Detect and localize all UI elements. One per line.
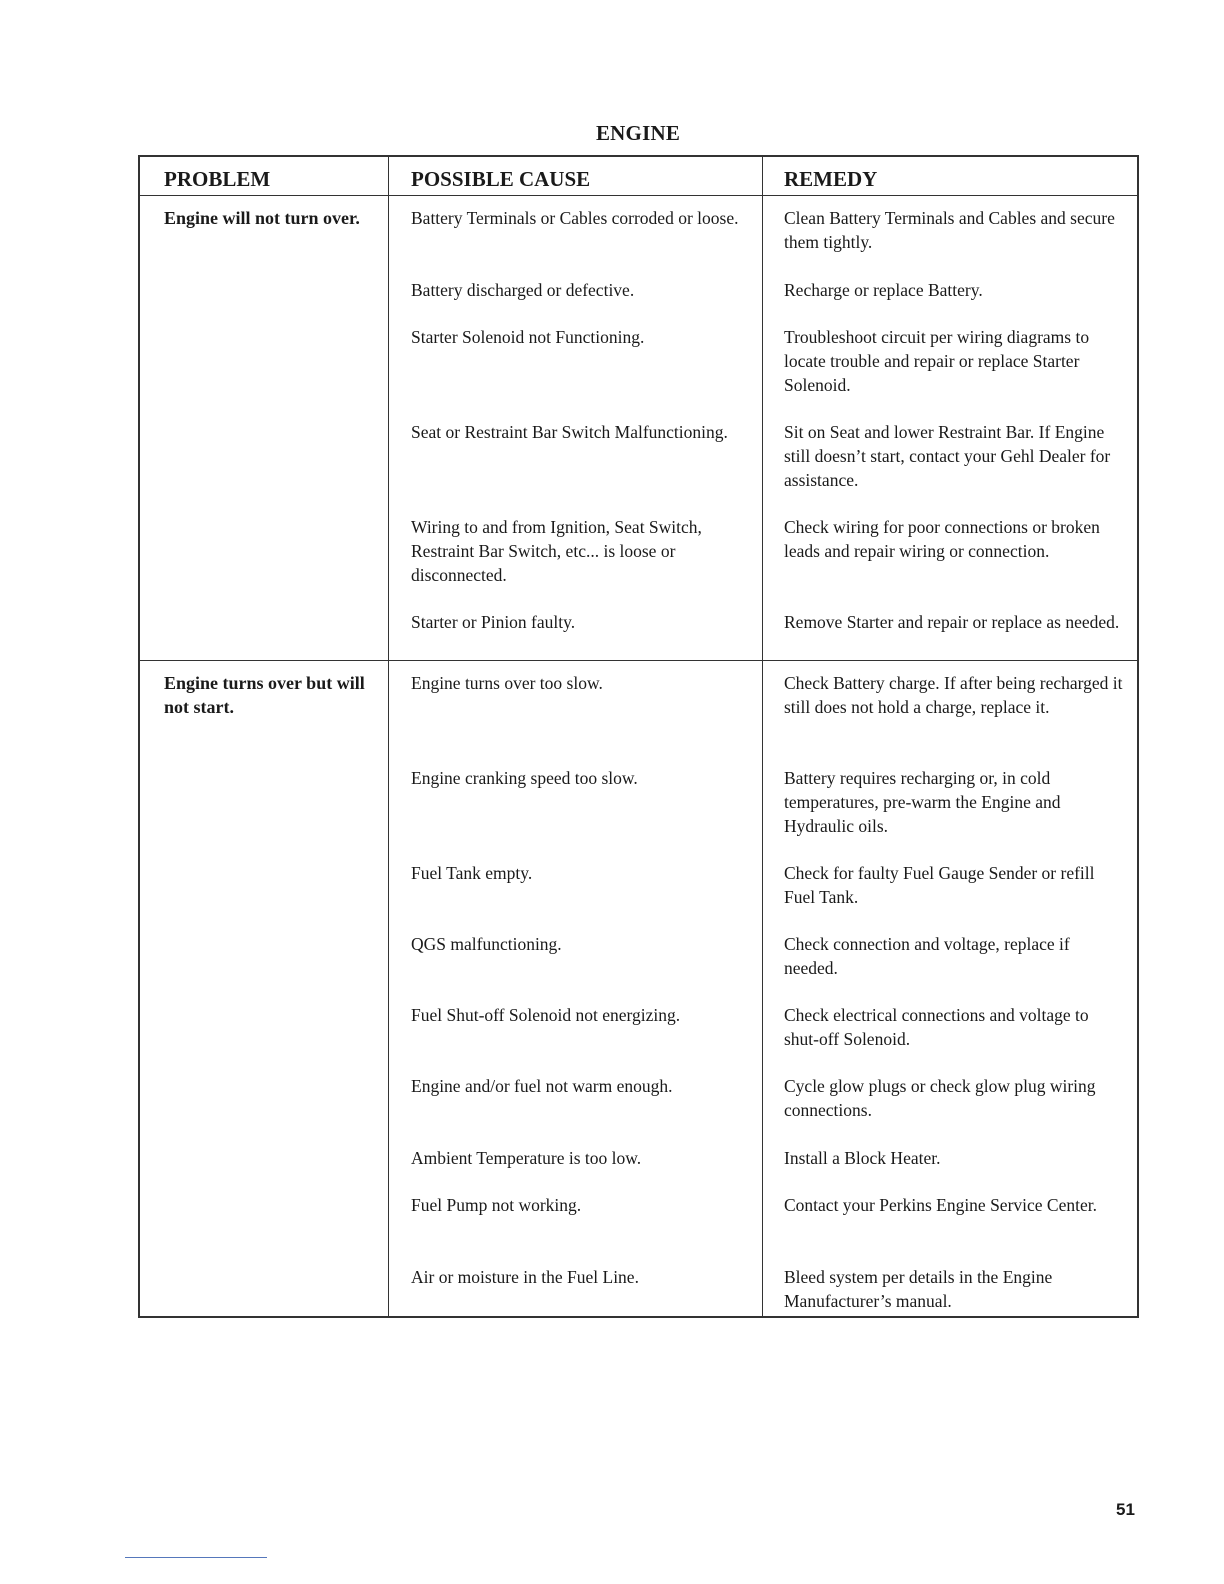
cause-cell: Fuel Pump not working.	[411, 1195, 582, 1215]
cause-cell: Engine cranking speed too slow.	[411, 768, 638, 788]
remedy-cell: Sit on Seat and lower Restraint Bar. If Engine still doesn’t start, contact your Gehl Dealer for assistance.	[784, 422, 1111, 490]
cause-cell: Air or moisture in the Fuel Line.	[411, 1267, 639, 1287]
remedy-cell: Check electrical connections and voltage to shut-off Solenoid.	[784, 1005, 1089, 1049]
remedy-cell: Battery requires recharging or, in cold temperatures, pre-warm the Engine and Hydraulic oils.	[784, 768, 1061, 836]
remedy-cell: Check wiring for poor connections or broken leads and repair wiring or connection.	[784, 517, 1100, 561]
footer-rule	[125, 1557, 267, 1558]
remedy-cell: Bleed system per details in the Engine Manufacturer’s manual.	[784, 1267, 1053, 1311]
cause-cell: Engine and/or fuel not warm enough.	[411, 1076, 673, 1096]
problem-engine-turns-over-but-will-not-start: Engine turns over but will not start.	[164, 673, 365, 717]
troubleshooting-table	[138, 155, 1139, 1318]
remedy-cell: Cycle glow plugs or check glow plug wiring connections.	[784, 1076, 1096, 1120]
remedy-cell: Recharge or replace Battery.	[784, 280, 983, 300]
column-divider	[388, 157, 389, 1316]
remedy-cell: Check connection and voltage, replace if needed.	[784, 934, 1070, 978]
remedy-cell: Contact your Perkins Engine Service Center.	[784, 1195, 1097, 1215]
header-possible-cause: POSSIBLE CAUSE	[411, 167, 591, 191]
cause-cell: Battery Terminals or Cables corroded or loose.	[411, 208, 739, 228]
remedy-cell: Troubleshoot circuit per wiring diagrams to locate trouble and repair or replace Starter Solenoid.	[784, 327, 1090, 395]
remedy-cell: Clean Battery Terminals and Cables and secure them tightly.	[784, 208, 1115, 252]
section-divider	[140, 660, 1137, 661]
header-problem: PROBLEM	[164, 167, 271, 191]
cause-cell: Wiring to and from Ignition, Seat Switch, Restraint Bar Switch, etc... is loose or disconnected.	[411, 517, 702, 585]
cause-cell: Ambient Temperature is too low.	[411, 1148, 642, 1168]
cause-cell: Fuel Shut-off Solenoid not energizing.	[411, 1005, 681, 1025]
remedy-cell: Check Battery charge. If after being recharged it still does not hold a charge, replace it.	[784, 673, 1123, 717]
page-title: ENGINE	[595, 121, 681, 145]
problem-engine-will-not-turn-over: Engine will not turn over.	[164, 208, 360, 228]
cause-cell: Fuel Tank empty.	[411, 863, 533, 883]
remedy-cell: Remove Starter and repair or replace as needed.	[784, 612, 1120, 632]
cause-cell: Starter Solenoid not Functioning.	[411, 327, 645, 347]
column-divider	[762, 157, 763, 1316]
cause-cell: Starter or Pinion faulty.	[411, 612, 576, 632]
header-divider	[140, 195, 1137, 196]
header-remedy: REMEDY	[784, 167, 878, 191]
remedy-cell: Install a Block Heater.	[784, 1148, 941, 1168]
remedy-cell: Check for faulty Fuel Gauge Sender or refill Fuel Tank.	[784, 863, 1095, 907]
cause-cell: Engine turns over too slow.	[411, 673, 603, 693]
page-number: 51	[1116, 1500, 1135, 1519]
cause-cell: Seat or Restraint Bar Switch Malfunctioning.	[411, 422, 728, 442]
cause-cell: Battery discharged or defective.	[411, 280, 635, 300]
cause-cell: QGS malfunctioning.	[411, 934, 562, 954]
